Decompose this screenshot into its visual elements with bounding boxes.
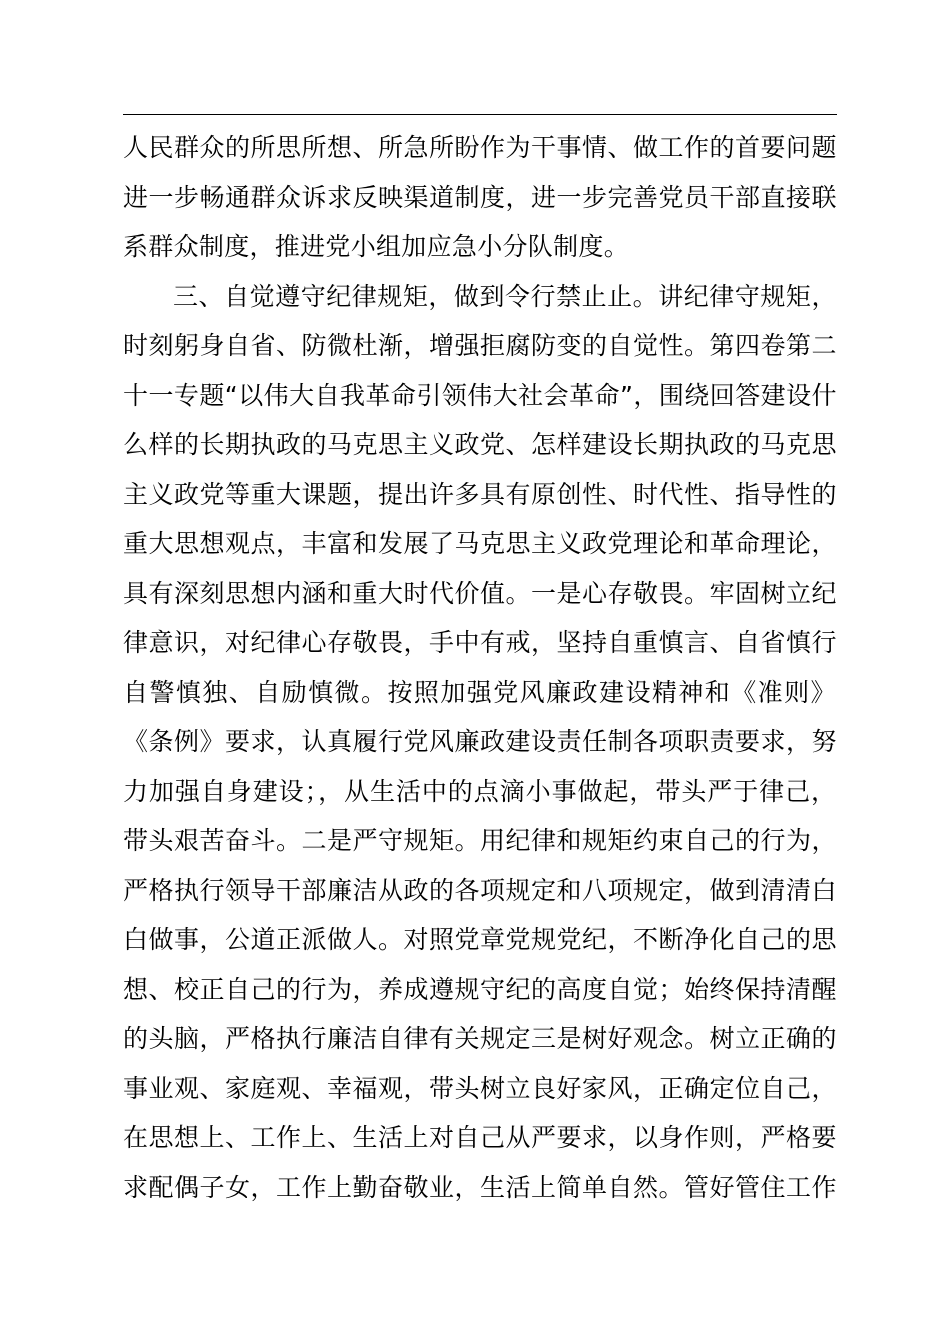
text-line: 主义政党等重大课题，提出许多具有原创性、时代性、指导性的 [123,479,837,509]
text-line: 人民群众的所思所想、所急所盼作为干事情、做工作的首要问题 [123,133,837,162]
text-line: 带头艰苦奋斗。二是严守规矩。用纪律和规矩约束自己的行为， [123,826,837,855]
text-line: 系群众制度，推进党小组加应急小分队制度。 [123,232,630,261]
text-line: 《条例》要求，认真履行党风廉政建设责任制各项职责要求，努 [123,727,837,756]
text-line: 想、校正自己的行为，养成遵规守纪的高度自觉；始终保持清醒 [123,974,837,1004]
text-line: 严格执行领导干部廉洁从政的各项规定和八项规定，做到清清白 [123,875,837,905]
text-line: 律意识，对纪律心存敬畏，手中有戒，坚持自重慎言、自省慎行 [123,628,837,657]
text-line: 时刻躬身自省、防微杜渐，增强拒腐防变的自觉性。第四卷第二 [123,331,837,360]
text-line: 重大思想观点，丰富和发展了马克思主义政党理论和革命理论， [123,529,837,558]
text-line: 事业观、家庭观、幸福观，带头树立良好家风，正确定位自己， [123,1073,837,1103]
text-line: 三、自觉遵守纪律规矩，做到令行禁止止。讲纪律守规矩， [173,281,837,311]
text-line: 求配偶子女，工作上勤奋敬业，生活上简单自然。管好管住工作 [123,1172,837,1202]
text-line: 十一专题“以伟大自我革命引领伟大社会革命”，围绕回答建设什 [123,380,837,410]
header-rule [123,114,837,115]
text-line: 白做事，公道正派做人。对照党章党规党纪，不断净化自己的思 [123,925,837,954]
text-line: 具有深刻思想内涵和重大时代价值。一是心存敬畏。牢固树立纪 [123,578,837,608]
body-text [123,123,837,1212]
text-line: 力加强自身建设；，从生活中的点滴小事做起，带头严于律己， [123,776,837,806]
text-line: 进一步畅通群众诉求反映渠道制度，进一步完善党员干部直接联 [123,182,837,212]
text-line: 的头脑，严格执行廉洁自律有关规定三是树好观念。树立正确的 [123,1024,837,1053]
text-line: 自警慎独、自励慎微。按照加强党风廉政建设精神和《准则》 [123,677,837,707]
text-line: 在思想上、工作上、生活上对自己从严要求，以身作则，严格要 [123,1123,837,1152]
text-line: 么样的长期执政的马克思主义政党、怎样建设长期执政的马克思 [123,430,837,459]
